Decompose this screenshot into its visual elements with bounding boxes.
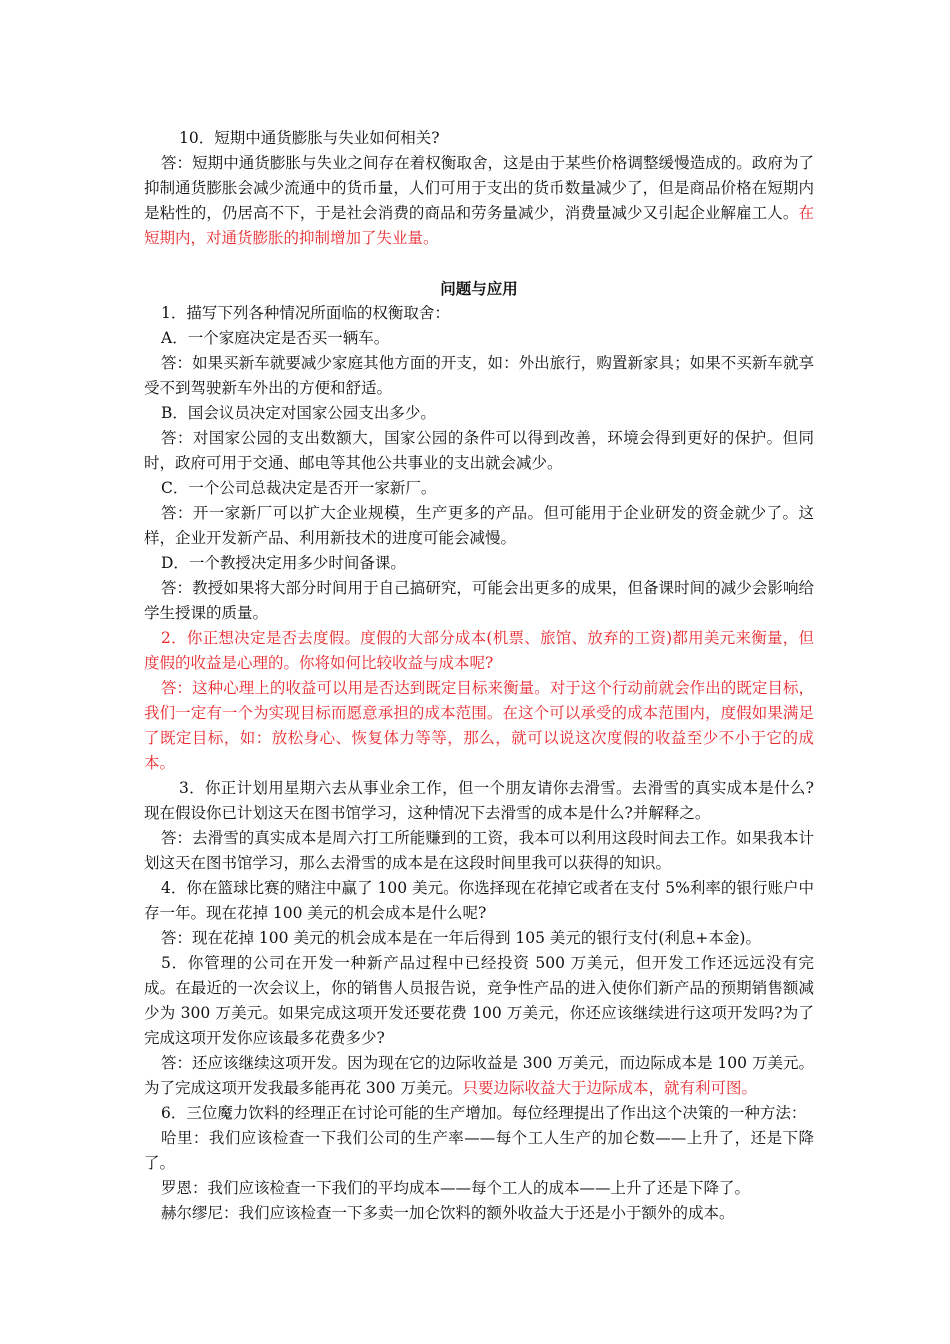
manager-harry-statement: 哈里：我们应该检查一下我们公司的生产率——每个工人生产的加仑数——上升了，还是下降了。 [144,1129,814,1172]
answer-highlight: 在短期内，对通货膨胀的抑制增加了失业量。 [144,204,814,247]
question-1c-label: C．一个公司总裁决定是否开一家新厂。 [161,479,437,497]
question-1-text: 1．描写下列各种情况所面临的权衡取舍： [161,304,450,322]
question-10-section [144,126,814,251]
question-5-text: 5．你管理的公司在开发一种新产品过程中已经投资 500 万美元，但开发工作还远远没有完成。在最近的一次会议上，你的销售人员报告说，竞争性产品的进入使你们新产品的预期销售额减少为 300 万美元。如果完成这项开发还要花费 100 万美元，你还应该继续进行这项开发吗?为了完成这项开发你应该最多花费多少? [144,954,814,1047]
question-4-text: 4．你在篮球比赛的赌注中赢了 100 美元。你选择现在花掉它或者在支付 5%利率的银行账户中存一年。现在花掉 100 美元的机会成本是什么呢? [144,879,814,922]
manager-ron-statement: 罗恩：我们应该检查一下我们的平均成本——每个工人的成本——上升了还是下降了。 [161,1179,751,1197]
problems-section [144,276,814,1226]
answer-text: 答：还应该继续这项开发。因为现在它的边际收益是 300 万美元，而边际成本是 100 万美元。为了完成这项开发我最多能再花 300 万美元。 [144,1054,814,1097]
question-1d-label: D．一个教授决定用多少时间备课。 [161,554,406,572]
question-2-text: 2．你正想决定是否去度假。度假的大部分成本(机票、旅馆、放弃的工资)都用美元来衡量，但度假的收益是心理的。你将如何比较收益与成本呢? [144,629,814,672]
question-4-answer: 答：现在花掉 100 美元的机会成本是在一年后得到 105 美元的银行支付(利息+本金)。 [161,929,761,947]
question-10-text: 10．短期中通货膨胀与失业如何相关? [179,129,440,147]
question-3-answer: 答：去滑雪的真实成本是周六打工所能赚到的工资，我本可以利用这段时间去工作。如果我本计划这天在图书馆学习，那么去滑雪的成本是在这段时间里我可以获得的知识。 [144,829,814,872]
question-10-answer [144,151,814,251]
answer-text: 答：短期中通货膨胀与失业之间存在着权衡取舍，这是由于某些价格调整缓慢造成的。政府为了抑制通货膨胀会减少流通中的货币量，人们可用于支出的货币数量减少了，但是商品价格在短期内是粘性的，仍居高不下，于是社会消费的商品和劳务量减少，消费量减少又引起企业解雇工人。 [144,154,814,222]
question-1d-answer: 答：教授如果将大部分时间用于自己搞研究，可能会出更多的成果，但备课时间的减少会影响给学生授课的质量。 [144,579,814,622]
answer-highlight: 只要边际收益大于边际成本，就有利可图。 [462,1079,757,1097]
question-1a-label: A．一个家庭决定是否买一辆车。 [161,329,390,347]
question-3-text: 3．你正计划用星期六去从事业余工作，但一个朋友请你去滑雪。去滑雪的真实成本是什么?现在假设你已计划这天在图书馆学习，这种情况下去滑雪的成本是什么?并解释之。 [144,779,814,822]
question-5-answer [144,1051,814,1101]
question-6-text: 6．三位魔力饮料的经理正在讨论可能的生产增加。每位经理提出了作出这个决策的一种方法： [161,1104,807,1122]
section-heading: 问题与应用 [440,279,518,298]
question-1b-label: B．国会议员决定对国家公园支出多少。 [161,404,436,422]
manager-hermione-statement: 赫尔缪尼：我们应该检查一下多卖一加仑饮料的额外收益大于还是小于额外的成本。 [161,1204,735,1222]
question-1c-answer: 答：开一家新厂可以扩大企业规模，生产更多的产品。但可能用于企业研发的资金就少了。这样，企业开发新产品、利用新技术的进度可能会减慢。 [144,504,814,547]
question-2-answer: 答：这种心理上的收益可以用是否达到既定目标来衡量。对于这个行动前就会作出的既定目标，我们一定有一个为实现目标而愿意承担的成本范围。在这个可以承受的成本范围内，度假如果满足了既定目标，如：放松身心、恢复体力等等，那么，就可以说这次度假的收益至少不小于它的成本。 [144,679,814,772]
question-1a-answer: 答：如果买新车就要减少家庭其他方面的开支，如：外出旅行，购置新家具；如果不买新车就享受不到驾驶新车外出的方便和舒适。 [144,354,814,397]
question-1b-answer: 答：对国家公园的支出数额大，国家公园的条件可以得到改善，环境会得到更好的保护。但同时，政府可用于交通、邮电等其他公共事业的支出就会减少。 [144,429,814,472]
